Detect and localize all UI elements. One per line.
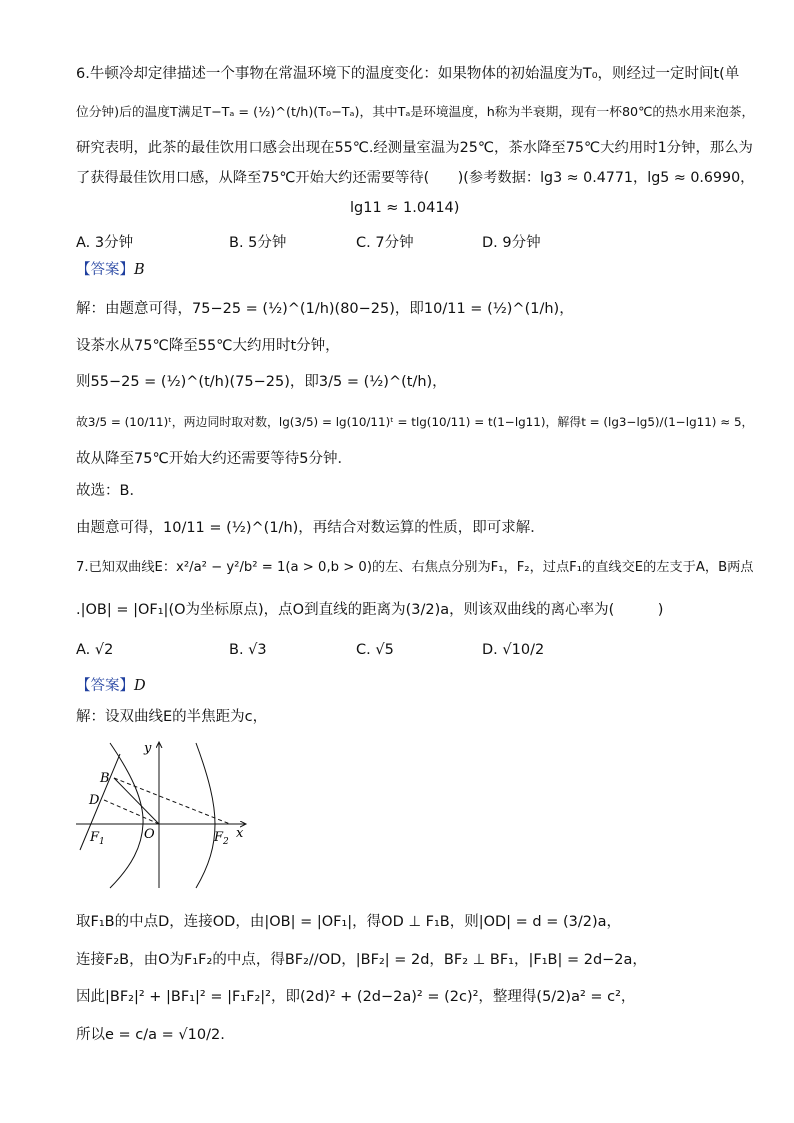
- q7-solution-line-4: 因此|BF₂|² + |BF₁|² = |F₁F₂|²，即(2d)² + (2d−2a)² = (2c)²，整理得(5/2)a² = c²，: [76, 989, 636, 1005]
- q6-stem-line-1: 6.牛顿冷却定律描述一个事物在常温环境下的温度变化：如果物体的初始温度为T₀，则经过一定时间t(单: [76, 66, 740, 82]
- q6-solution-line-1: 解：由题意可得，75−25 = (½)^(1/h)(80−25)，即10/11 = (½)^(1/h)，: [76, 301, 574, 317]
- q7-solution-line-3: 连接F₂B，由O为F₁F₂的中点，得BF₂//OD，|BF₂| = 2d，BF₂ ⊥ BF₁，|F₁B| = 2d−2a，: [76, 952, 647, 968]
- q6-stem-line-3: 研究表明，此茶的最佳饮用口感会出现在55℃.经测量室温为25℃，茶水降至75℃大约用时1分钟，那么为: [76, 140, 753, 156]
- label-f1: [89, 830, 105, 847]
- hyperbola-figure: [74, 738, 254, 893]
- q7-answer-value: D: [134, 678, 146, 694]
- q6-solution-line-5: 故从降至75℃开始大约还需要等待5分钟．: [76, 451, 352, 467]
- q6-option-b: B. 5分钟: [229, 235, 287, 251]
- label-x: x: [236, 826, 244, 841]
- q6-solution-line-3: 则55−25 = (½)^(t/h)(75−25)，即3/5 = (½)^(t/h)，: [76, 374, 447, 390]
- q6-option-d: D. 9分钟: [482, 235, 541, 251]
- q7-answer-label: 【答案】: [76, 678, 134, 694]
- label-y: y: [144, 741, 152, 756]
- label-f2: [213, 830, 229, 847]
- label-f2-sub: 2: [223, 837, 229, 847]
- label-b: B: [100, 771, 110, 786]
- label-o: O: [144, 827, 155, 842]
- q7-option-d: D. √10/2: [482, 642, 545, 658]
- q6-option-a: A. 3分钟: [76, 235, 134, 251]
- q7-option-a: A. √2: [76, 642, 114, 658]
- q7-solution-line-2: 取F₁B的中点D，连接OD，由|OB| = |OF₁|，得OD ⊥ F₁B，则|OD| = d = (3/2)a，: [76, 914, 622, 930]
- q7-option-c: C. √5: [356, 642, 394, 658]
- q7-answer-line: [76, 676, 146, 696]
- q6-answer-value: B: [134, 262, 145, 278]
- q7-stem-line-1: 7.已知双曲线E：x²/a² − y²/b² = 1(a > 0,b > 0)的左、右焦点分别为F₁，F₂，过点F₁的直线交E的左支于A，B两点: [76, 560, 754, 575]
- q6-solution-line-2: 设茶水从75℃降至55℃大约用时t分钟，: [76, 338, 340, 354]
- q6-solution-line-4: 故3/5 = (10/11)ᵗ，两边同时取对数，lg(3/5) = lg(10/11)ᵗ = tlg(10/11) = t(1−lg11)，解得t = (lg3−lg5)/(1−lg11) ≈ 5，: [76, 415, 754, 429]
- label-f1-sub: 1: [99, 837, 105, 847]
- label-f1-main: F: [90, 830, 100, 845]
- q6-solution-line-6: 故选：B．: [76, 483, 144, 499]
- q6-solution-line-7: 由题意可得，10/11 = (½)^(1/h)，再结合对数运算的性质，即可求解．: [76, 520, 545, 536]
- q6-stem-line-4: 了获得最佳饮用口感，从降至75℃开始大约还需要等待( )(参考数据：lg3 ≈ 0.4771，lg5 ≈ 0.6990，: [76, 170, 755, 186]
- q6-option-c: C. 7分钟: [356, 235, 414, 251]
- q6-answer-line: [76, 260, 145, 280]
- q6-answer-label: 【答案】: [76, 262, 134, 278]
- q7-option-b: B. √3: [229, 642, 267, 658]
- q7-stem-line-2: .|OB| = |OF₁|(O为坐标原点)，点O到直线的距离为(3/2)a，则该双曲线的离心率为( ): [76, 602, 664, 618]
- label-f2-main: F: [214, 830, 224, 845]
- line-through-f1: [80, 754, 120, 850]
- hyperbola-right-branch: [196, 743, 215, 888]
- q7-solution-line-5: 所以e = c/a = √10/2.: [76, 1027, 225, 1043]
- label-d: D: [89, 793, 100, 808]
- hyperbola-left-branch: [110, 743, 143, 888]
- segment-od: [104, 800, 159, 824]
- q7-solution-line-1: 解：设双曲线E的半焦距为c，: [76, 709, 268, 725]
- segment-ob: [114, 778, 159, 824]
- q6-stem-line-2: 位分钟)后的温度T满足T−Tₐ = (½)^(t/h)(T₀−Tₐ)，其中Tₐ是环境温度，h称为半衰期，现有一杯80℃的热水用来泡茶，: [76, 104, 755, 119]
- q6-stem-line-5: lg11 ≈ 1.0414): [350, 200, 460, 216]
